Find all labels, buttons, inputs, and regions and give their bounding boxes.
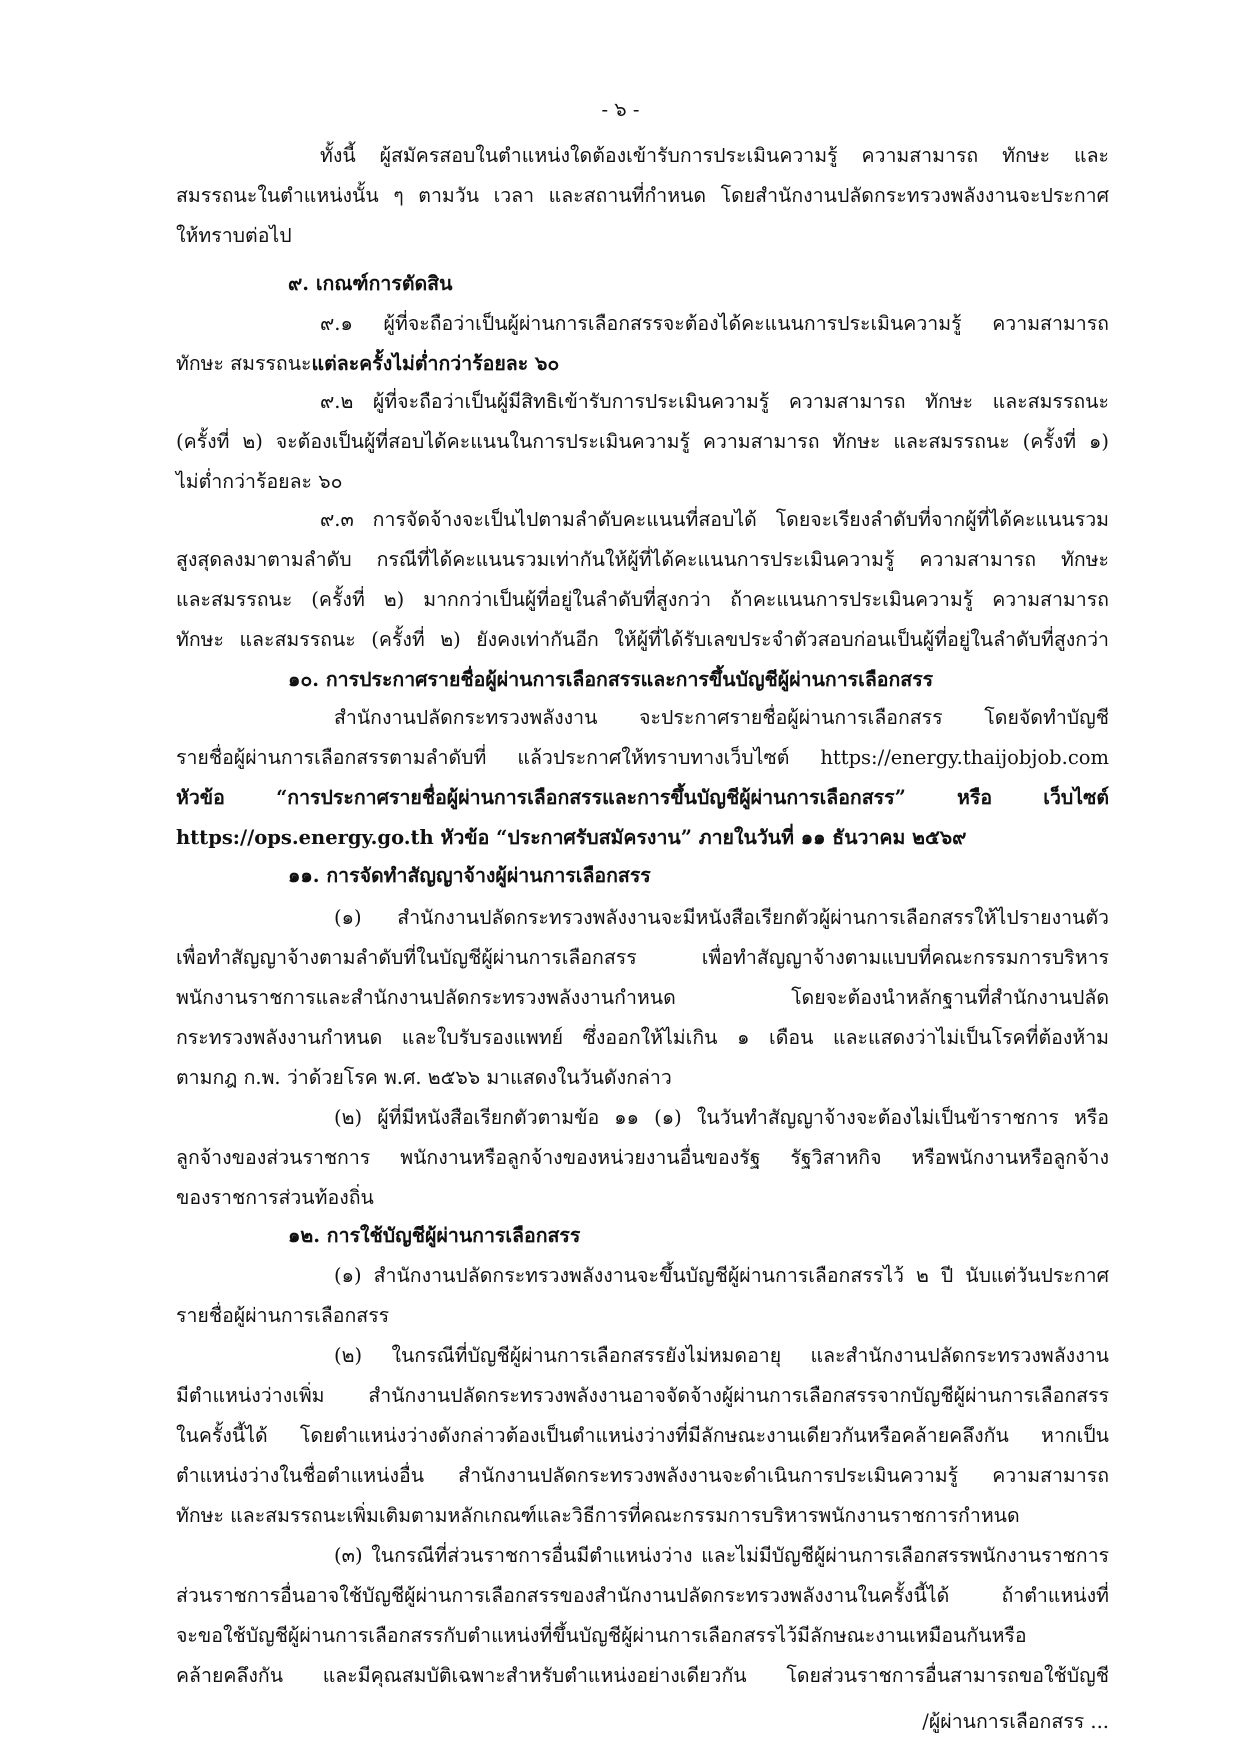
- s12-p3-line-2: ส่วนราชการอื่นอาจใช้บัญชีผู้ผ่านการเลือกสรรของสำนักงานปลัดกระทรวงพลังงานในครั้งนี้ได้ ถ้าตำแหน่งที่: [176, 1584, 1109, 1607]
- s11-p1-line-5: ตามกฎ ก.พ. ว่าด้วยโรค พ.ศ. ๒๕๖๖ มาแสดงในวันดังกล่าว: [176, 1066, 672, 1089]
- s9-p1-line-1: ๙.๑ ผู้ที่จะถือว่าเป็นผู้ผ่านการเลือกสรรจะต้องได้คะแนนการประเมินความรู้ ความสามารถ: [320, 312, 1109, 335]
- intro-line-3: ให้ทราบต่อไป: [176, 224, 292, 247]
- s11-p2-line-2: ลูกจ้างของส่วนราชการ พนักงานหรือลูกจ้างของหน่วยงานอื่นของรัฐ รัฐวิสาหกิจ หรือพนักงานหรือลูกจ้าง: [176, 1146, 1109, 1169]
- s9-p1-line-2: ทักษะ สมรรถนะแต่ละครั้งไม่ต่ำกว่าร้อยละ ๖๐: [176, 352, 560, 375]
- s12-p3-line-4: คล้ายคลึงกัน และมีคุณสมบัติเฉพาะสำหรับตำแหน่งอย่างเดียวกัน โดยส่วนราชการอื่นสามารถขอใช้บัญชี: [176, 1664, 1109, 1687]
- section-10-heading: ๑๐. การประกาศรายชื่อผู้ผ่านการเลือกสรรและการขึ้นบัญชีผู้ผ่านการเลือกสรร: [288, 668, 934, 691]
- s9-p2-line-1: ๙.๒ ผู้ที่จะถือว่าเป็นผู้มีสิทธิเข้ารับการประเมินความรู้ ความสามารถ ทักษะ และสมรรถนะ: [320, 390, 1109, 413]
- intro-line-1: ทั้งนี้ ผู้สมัครสอบในตำแหน่งใดต้องเข้ารับการประเมินความรู้ ความสามารถ ทักษะ และ: [320, 144, 1109, 167]
- s12-p2-line-4: ตำแหน่งว่างในชื่อตำแหน่งอื่น สำนักงานปลัดกระทรวงพลังงานจะดำเนินการประเมินความรู้ ความสามารถ: [176, 1464, 1109, 1487]
- s12-p2-line-2: มีตำแหน่งว่างเพิ่ม สำนักงานปลัดกระทรวงพลังงานอาจจัดจ้างผู้ผ่านการเลือกสรรจากบัญชีผู้ผ่านการเลือกสรร: [176, 1384, 1109, 1407]
- s12-p2-line-3: ในครั้งนี้ได้ โดยตำแหน่งว่างดังกล่าวต้องเป็นตำแหน่งว่างที่มีลักษณะงานเดียวกันหรือคล้ายคลึงกัน หากเป็น: [176, 1424, 1109, 1447]
- s12-p2-line-5: ทักษะ และสมรรถนะเพิ่มเติมตามหลักเกณฑ์และวิธีการที่คณะกรรมการบริหารพนักงานราชการกำหนด: [176, 1504, 1020, 1527]
- s9-p2-line-3: ไม่ต่ำกว่าร้อยละ ๖๐: [176, 470, 343, 493]
- s9-p3-line-1: ๙.๓ การจัดจ้างจะเป็นไปตามลำดับคะแนนที่สอบได้ โดยจะเรียงลำดับที่จากผู้ที่ได้คะแนนรวม: [320, 508, 1109, 531]
- s12-p1-line-1: (๑) สำนักงานปลัดกระทรวงพลังงานจะขึ้นบัญชีผู้ผ่านการเลือกสรรไว้ ๒ ปี นับแต่วันประกาศ: [334, 1264, 1109, 1287]
- s11-p1-line-1: (๑) สำนักงานปลัดกระทรวงพลังงานจะมีหนังสือเรียกตัวผู้ผ่านการเลือกสรรให้ไปรายงานตัว: [334, 906, 1109, 929]
- s9-p3-line-4: ทักษะ และสมรรถนะ (ครั้งที่ ๒) ยังคงเท่ากันอีก ให้ผู้ที่ได้รับเลขประจำตัวสอบก่อนเป็นผู้ที่อยู่ในลำดับที่สูงกว่า: [176, 628, 1109, 651]
- s9-p3-line-3: และสมรรถนะ (ครั้งที่ ๒) มากกว่าเป็นผู้ที่อยู่ในลำดับที่สูงกว่า ถ้าคะแนนการประเมินความรู้ ความสามารถ: [176, 588, 1109, 611]
- section-9-heading: ๙. เกณฑ์การตัดสิน: [288, 272, 453, 295]
- s10-line-1: สำนักงานปลัดกระทรวงพลังงาน จะประกาศรายชื่อผู้ผ่านการเลือกสรร โดยจัดทำบัญชี: [334, 706, 1109, 729]
- s11-p1-line-2: เพื่อทำสัญญาจ้างตามลำดับที่ในบัญชีผู้ผ่านการเลือกสรร เพื่อทำสัญญาจ้างตามแบบที่คณะกรรมการบริหาร: [176, 946, 1109, 969]
- s10-line-4: https://ops.energy.go.th หัวข้อ “ประกาศรับสมัครงาน” ภายในวันที่ ๑๑ ธันวาคม ๒๕๖๙: [176, 826, 967, 849]
- s11-p2-line-1: (๒) ผู้ที่มีหนังสือเรียกตัวตามข้อ ๑๑ (๑) ในวันทำสัญญาจ้างจะต้องไม่เป็นข้าราชการ หรือ: [334, 1106, 1109, 1129]
- page-number: - ๖ -: [601, 98, 640, 121]
- s12-p2-line-1: (๒) ในกรณีที่บัญชีผู้ผ่านการเลือกสรรยังไม่หมดอายุ และสำนักงานปลัดกระทรวงพลังงาน: [334, 1344, 1109, 1367]
- s11-p2-line-3: ของราชการส่วนท้องถิ่น: [176, 1186, 374, 1209]
- s9-p1-bold-text: แต่ละครั้งไม่ต่ำกว่าร้อยละ ๖๐: [311, 352, 560, 375]
- s12-p3-line-1: (๓) ในกรณีที่ส่วนราชการอื่นมีตำแหน่งว่าง และไม่มีบัญชีผู้ผ่านการเลือกสรรพนักงานราชการ: [334, 1544, 1109, 1567]
- s12-p1-line-2: รายชื่อผู้ผ่านการเลือกสรร: [176, 1304, 390, 1327]
- s10-line-3: หัวข้อ “การประกาศรายชื่อผู้ผ่านการเลือกสรรและการขึ้นบัญชีผู้ผ่านการเลือกสรร” หรือ เว็บไซต์: [176, 786, 1109, 809]
- section-12-heading: ๑๒. การใช้บัญชีผู้ผ่านการเลือกสรร: [288, 1224, 581, 1247]
- s10-line-2: รายชื่อผู้ผ่านการเลือกสรรตามลำดับที่ แล้วประกาศให้ทราบทางเว็บไซต์ https://energy.thaijobjob.com: [176, 746, 1109, 769]
- section-11-heading: ๑๑. การจัดทำสัญญาจ้างผู้ผ่านการเลือกสรร: [288, 864, 651, 887]
- intro-line-2: สมรรถนะในตำแหน่งนั้น ๆ ตามวัน เวลา และสถานที่กำหนด โดยสำนักงานปลัดกระทรวงพลังงานจะประกาศ: [176, 184, 1109, 207]
- continuation-marker: /ผู้ผ่านการเลือกสรร ...: [922, 1710, 1109, 1733]
- s11-p1-line-3: พนักงานราชการและสำนักงานปลัดกระทรวงพลังงานกำหนด โดยจะต้องนำหลักฐานที่สำนักงานปลัด: [176, 986, 1109, 1009]
- s9-p3-line-2: สูงสุดลงมาตามลำดับ กรณีที่ได้คะแนนรวมเท่ากันให้ผู้ที่ได้คะแนนการประเมินความรู้ ความสามารถ ทักษะ: [176, 548, 1109, 571]
- s11-p1-line-4: กระทรวงพลังงานกำหนด และใบรับรองแพทย์ ซึ่งออกให้ไม่เกิน ๑ เดือน และแสดงว่าไม่เป็นโรคที่ต้องห้าม: [176, 1026, 1109, 1049]
- s12-p3-line-3: จะขอใช้บัญชีผู้ผ่านการเลือกสรรกับตำแหน่งที่ขึ้นบัญชีผู้ผ่านการเลือกสรรไว้มีลักษณะงานเหมือนกันหรือ: [176, 1624, 1027, 1647]
- s9-p2-line-2: (ครั้งที่ ๒) จะต้องเป็นผู้ที่สอบได้คะแนนในการประเมินความรู้ ความสามารถ ทักษะ และสมรรถนะ (ครั้งที่ ๑): [176, 430, 1109, 453]
